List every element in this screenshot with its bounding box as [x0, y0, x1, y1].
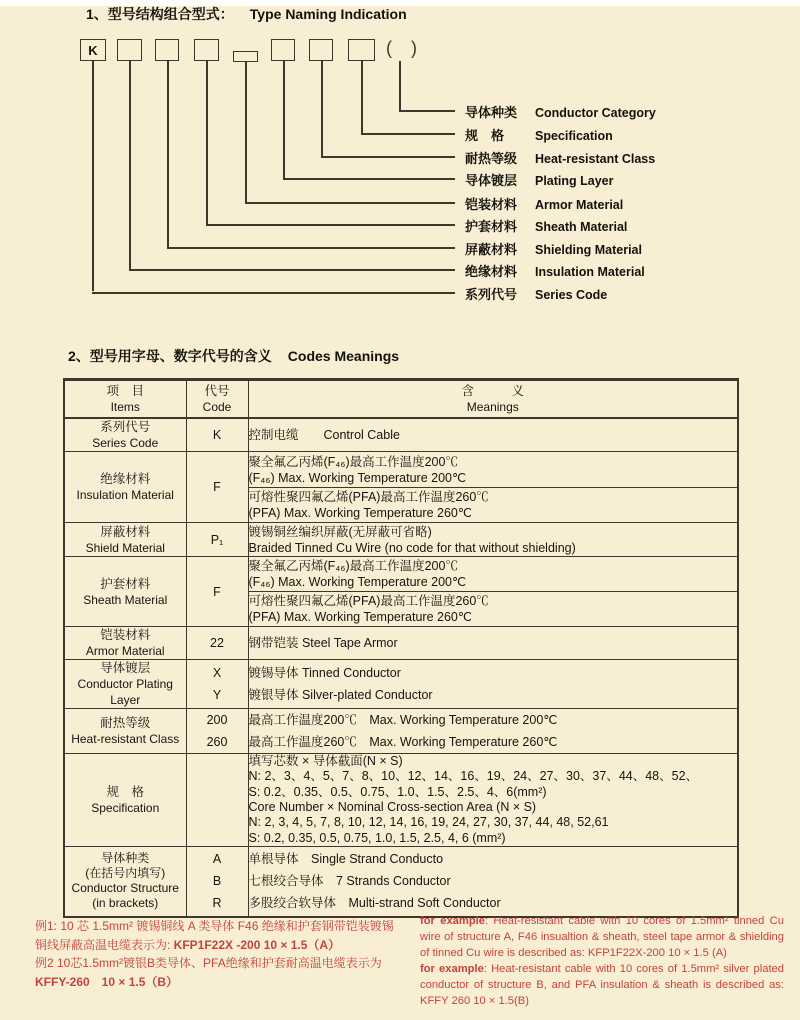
connector-hline-series — [92, 292, 455, 294]
header-code-en: Code — [202, 399, 232, 414]
heat-meaning-260: 最高工作温度260℃ Max. Working Temperature 260℃ — [248, 735, 558, 749]
header-code-cell — [186, 380, 248, 418]
heat-item-en: Heat-resistant Class — [71, 732, 180, 746]
armor-item-cell — [64, 627, 186, 660]
plating-item-cell — [64, 660, 186, 709]
spec-line-5: N: 2, 3, 4, 5, 7, 8, 10, 12, 14, 16, 19, 24, 27, 30, 37, 44, 48, 52,61 — [248, 815, 609, 830]
header-items-cell — [64, 380, 186, 418]
structure-item-en1: Conductor Structure — [71, 881, 179, 896]
insulation-m2-en: (PFA) Max. Working Temperature 260℃ — [248, 506, 472, 520]
diagram-label-series-code — [465, 284, 607, 300]
label-cn: 导体种类 — [465, 105, 518, 120]
header-items-cn: 项 目 — [106, 383, 144, 398]
sheath-item-en: Sheath Material — [83, 592, 168, 607]
armor-item-en: Armor Material — [85, 644, 165, 658]
heat-meaning-cell — [248, 709, 738, 754]
connector-vline-plating — [283, 61, 285, 178]
spec-line-4: Core Number × Nominal Cross-section Area (N × S) — [248, 800, 537, 814]
example1-en — [420, 913, 784, 961]
type-box-specification — [348, 39, 375, 61]
spec-item-en: Specification — [91, 801, 160, 815]
sheath-meaning-pfa — [248, 592, 738, 627]
series-item-cell — [64, 418, 186, 452]
row-sheath-a — [64, 557, 738, 592]
row-series-code — [64, 418, 738, 452]
plating-meaning-tinned: 镀锡导体 Tinned Conductor — [248, 666, 401, 680]
structure-code-b: B — [212, 874, 222, 889]
diagram-label-conductor-category — [465, 102, 656, 118]
connector-hline-spec — [361, 133, 455, 135]
armor-item-cn: 铠装材料 — [100, 628, 151, 642]
plating-code-x: X — [212, 666, 222, 680]
row-conductor-structure — [64, 847, 738, 917]
connector-hline-shield — [167, 247, 455, 249]
example-note-cn — [35, 917, 397, 991]
row-shield — [64, 523, 738, 557]
armor-code-cell: 22 — [186, 627, 248, 660]
structure-meaning-single: 单根导体 Single Strand Conducto — [248, 852, 444, 867]
structure-item-en2: (in brackets) — [92, 896, 159, 911]
shield-item-en: Shield Material — [85, 540, 165, 555]
structure-meaning-7strand: 七根绞合导体 7 Strands Conductor — [248, 874, 451, 889]
shield-m-en: Braided Tinned Cu Wire (no code for that without shielding) — [248, 540, 576, 555]
example1-cn-code: KFP1F22X -200 10 × 1.5（A） — [173, 937, 341, 952]
label-cn: 铠装材料 — [465, 197, 518, 212]
connector-vline-shield — [167, 61, 169, 247]
insulation-m1-cn: 聚全氟乙丙烯(F₄₆)最高工作温度200℃ — [248, 454, 458, 469]
label-en: Conductor Category — [535, 106, 656, 120]
connector-vline-category — [399, 61, 401, 110]
series-item-en: Series Code — [92, 435, 159, 450]
heat-item-cell — [64, 709, 186, 754]
connector-hline-insulation — [129, 269, 455, 271]
spec-line-2: N: 2、3、4、5、7、8、10、12、14、16、19、24、27、30、37、44、48、52、 — [248, 769, 699, 784]
table-header-row — [64, 380, 738, 418]
shield-code-cell: P₁ — [186, 523, 248, 557]
sheath-item-cn: 护套材料 — [100, 576, 151, 591]
example1-en-body: : Heat-resistant cable with 10 cores of 1.5mm² tinned Cu wire of structure A, F46 insualtion & sheath, steel tape armor & shielding of tinned Cu wire is described as: KFP1F22X-200 10 × 1.5 (A) — [420, 915, 784, 959]
diagram-label-insulation-material — [465, 261, 645, 277]
example2-en-label: for example — [420, 963, 484, 975]
header-items-en: Items — [110, 399, 140, 414]
series-item-cn: 系列代号 — [100, 419, 151, 434]
sheath-m2-cn: 可熔性聚四氟乙烯(PFA)最高工作温度260℃ — [248, 594, 489, 608]
label-en: Plating Layer — [535, 174, 614, 188]
connector-hline-plating — [283, 178, 455, 180]
label-en: Sheath Material — [535, 220, 628, 234]
structure-item-cn2: (在括号内填写) — [85, 866, 166, 881]
structure-item-cell — [64, 847, 186, 917]
insulation-code-cell: F — [186, 452, 248, 523]
diagram-label-sheath-material — [465, 216, 627, 232]
label-en: Insulation Material — [535, 265, 645, 279]
spec-code-cell — [186, 754, 248, 847]
label-cn: 系列代号 — [465, 287, 518, 302]
connector-vline-insulation — [129, 61, 131, 269]
example1-en-label: for example — [420, 915, 485, 927]
connector-hline-armor — [245, 202, 455, 204]
sheath-code-cell: F — [186, 557, 248, 627]
insulation-item-cn: 绝缘材料 — [100, 472, 151, 486]
header-meanings-en: Meanings — [466, 399, 519, 414]
spec-item-cn: 规 格 — [106, 785, 144, 799]
label-en: Shielding Material — [535, 243, 642, 257]
plating-item-en: Conductor Plating Layer — [77, 677, 173, 707]
plating-item-cn: 导体镀层 — [100, 661, 151, 675]
insulation-m2-cn: 可熔性聚四氟乙烯(PFA)最高工作温度260℃ — [248, 490, 489, 504]
sheath-m1-en: (F₄₆) Max. Working Temperature 200℃ — [248, 575, 467, 589]
header-meanings-cell — [248, 380, 738, 418]
label-cn: 绝缘材料 — [465, 264, 518, 279]
section1-title-cn: 1、型号结构组合型式： — [86, 6, 234, 22]
label-en: Specification — [535, 129, 613, 143]
heat-item-cn: 耐热等级 — [100, 716, 151, 730]
example2-cn-text: 例2 10芯1.5mm²镀银B类导体、PFA绝缘和护套耐高温电缆表示为 — [35, 956, 382, 970]
section1-heading — [86, 4, 407, 24]
diagram-label-specification — [465, 125, 613, 141]
connector-vline-heat — [321, 61, 323, 156]
type-box-sheath — [194, 39, 219, 61]
series-meaning-cell: 控制电缆 Control Cable — [248, 418, 738, 452]
connector-vline-armor — [245, 61, 247, 202]
label-en: Series Code — [535, 288, 608, 302]
type-box-plating — [271, 39, 295, 61]
connector-hline-sheath — [206, 224, 455, 226]
structure-code-cell — [186, 847, 248, 917]
label-cn: 屏蔽材料 — [465, 242, 518, 257]
spec-item-cell — [64, 754, 186, 847]
shield-m-cn: 镀锡铜丝编织屏蔽(无屏蔽可省略) — [248, 524, 432, 539]
connector-hline-heat — [321, 156, 455, 158]
structure-meaning-multistrand: 多股绞合软导体 Multi-strand Soft Conductor — [248, 896, 501, 911]
example1-cn-text: 例1: 10 芯 1.5mm² 镀锡铜线 A 类导体 F46 绝缘和护套钢带铠装镀锡铜线屏蔽高温电缆表示为: — [35, 919, 394, 952]
label-cn: 护套材料 — [465, 219, 518, 234]
diagram-label-plating-layer — [465, 170, 614, 186]
label-cn: 导体镀层 — [465, 173, 518, 188]
plating-meaning-cell — [248, 660, 738, 709]
insulation-meaning-pfa — [248, 488, 738, 523]
spec-line-3: S: 0.2、0.35、0.5、0.75、1.0、1.5、2.5、4、6(mm²) — [248, 784, 547, 799]
shield-item-cn: 屏蔽材料 — [100, 524, 151, 539]
example2-en — [420, 961, 784, 1009]
connector-vline-series — [92, 61, 94, 291]
connector-hline-category — [399, 110, 455, 112]
conductor-category-brackets: ( ) — [386, 38, 424, 58]
insulation-m1-en: (F₄₆) Max. Working Temperature 200℃ — [248, 470, 467, 485]
heat-code-260: 260 — [206, 735, 228, 749]
structure-code-r: R — [212, 896, 222, 911]
header-meanings-cn: 含 义 — [461, 383, 524, 398]
section2-heading — [68, 346, 399, 366]
insulation-meaning-f46 — [248, 452, 738, 488]
label-cn: 规 格 — [465, 128, 505, 143]
heat-code-200: 200 — [206, 713, 228, 727]
diagram-label-armor-material — [465, 194, 623, 210]
header-code-cn: 代号 — [204, 383, 230, 398]
heat-code-cell — [186, 709, 248, 754]
shield-item-cell — [64, 523, 186, 557]
sheath-item-cell — [64, 557, 186, 627]
diagram-label-shielding-material — [465, 239, 642, 255]
type-box-insulation — [117, 39, 142, 61]
row-insulation-a — [64, 452, 738, 488]
plating-meaning-silver: 镀银导体 Silver-plated Conductor — [248, 688, 433, 702]
type-box-heat-class — [309, 39, 333, 61]
row-armor — [64, 627, 738, 660]
label-en: Heat-resistant Class — [535, 152, 656, 166]
insulation-item-cell — [64, 452, 186, 523]
section2-title-en: Codes Meanings — [287, 348, 400, 364]
diagram-label-heat-class — [465, 148, 655, 164]
example2-en-body: : Heat-resistant cable with 10 cores of 1.5mm² silver plated conductor of structure B, and PFA insulation & sheath is described as: KFFY 260 10 × 1.5(B) — [420, 963, 784, 1007]
plating-code-cell — [186, 660, 248, 709]
structure-meaning-cell — [248, 847, 738, 917]
shield-meaning-cell — [248, 523, 738, 557]
example2-cn-code: KFFY-260 10 × 1.5（B） — [35, 974, 179, 989]
structure-item-cn1: 导体种类 — [101, 851, 150, 866]
section2-title-cn: 2、型号用字母、数字代号的含义 — [68, 348, 272, 364]
series-code-cell: K — [186, 418, 248, 452]
label-cn: 耐热等级 — [465, 151, 518, 166]
type-box-shield — [155, 39, 179, 61]
plating-code-y: Y — [212, 688, 222, 702]
row-heat-class — [64, 709, 738, 754]
sheath-meaning-f46 — [248, 557, 738, 592]
connector-vline-sheath — [206, 61, 208, 224]
sheath-m2-en: (PFA) Max. Working Temperature 260℃ — [248, 610, 472, 624]
spec-line-1: 填写芯数 × 导体截面(N × S) — [248, 754, 403, 769]
row-plating — [64, 660, 738, 709]
row-specification — [64, 754, 738, 847]
example-note-en — [420, 913, 784, 1009]
heat-meaning-200: 最高工作温度200℃ Max. Working Temperature 200℃ — [248, 713, 558, 727]
sheath-m1-cn: 聚全氟乙丙烯(F₄₆)最高工作温度200℃ — [248, 559, 458, 573]
label-en: Armor Material — [535, 198, 624, 212]
insulation-item-en: Insulation Material — [76, 488, 174, 502]
connector-vline-spec — [361, 61, 363, 133]
type-box-series — [80, 39, 106, 61]
section1-title-en: Type Naming Indication — [249, 6, 407, 22]
spec-line-6: S: 0.2, 0.35, 0.5, 0.75, 1.0, 1.5, 2.5, 4, 6 (mm²) — [248, 830, 506, 845]
series-code-letter: K — [88, 42, 98, 58]
codes-meanings-table — [63, 378, 739, 918]
armor-meaning-cell: 钢带铠装 Steel Tape Armor — [248, 627, 738, 660]
spec-meaning-cell — [248, 754, 738, 847]
structure-code-a: A — [212, 852, 222, 867]
